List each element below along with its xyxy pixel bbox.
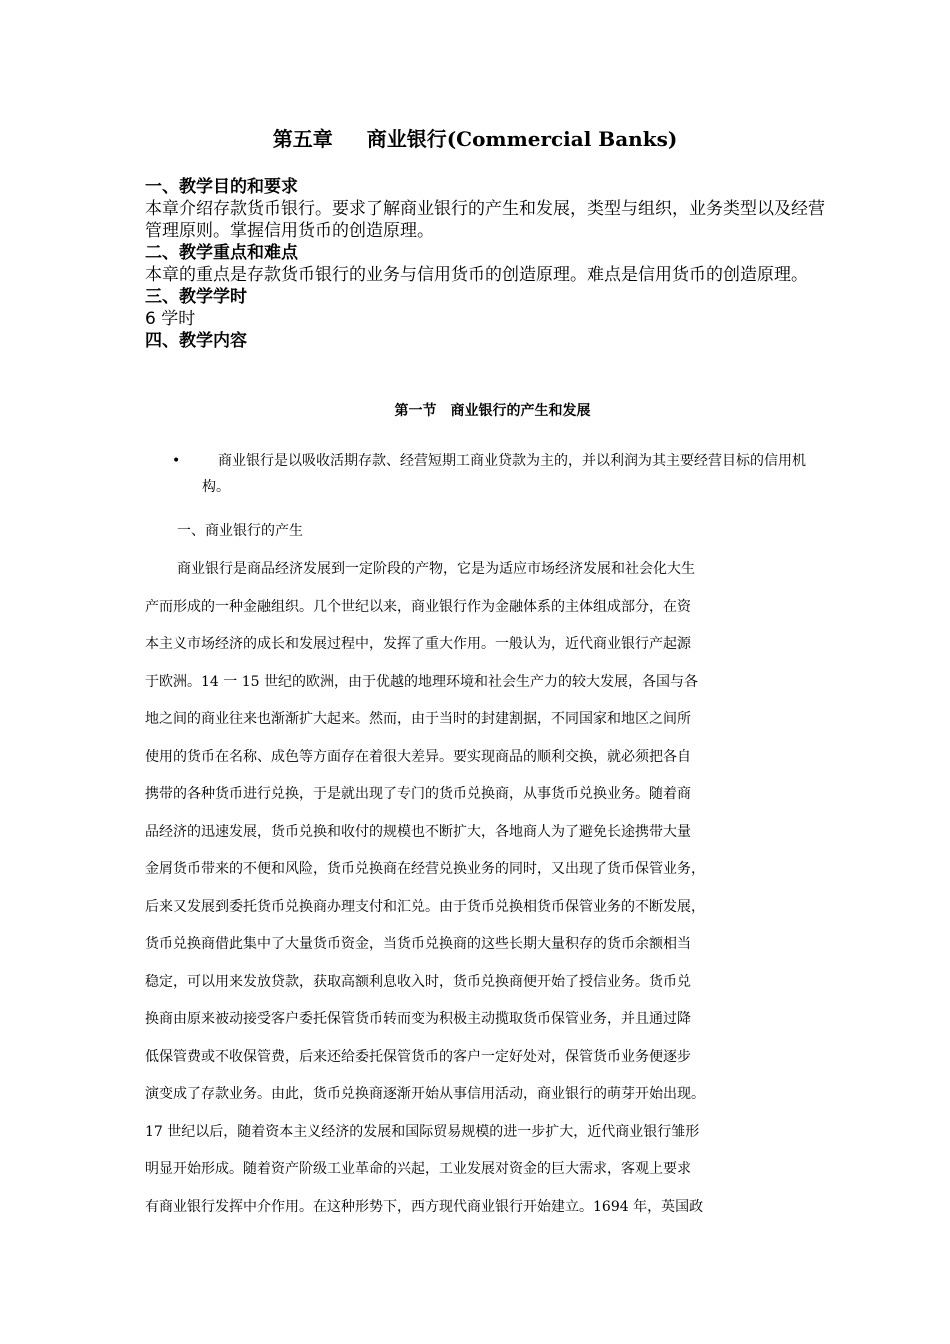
bullet-icon: • bbox=[172, 453, 181, 469]
body-line: 换商由原来被动接受客户委托保管货币转而变为积极主动揽取货币保管业务，并且通过降 bbox=[145, 1011, 691, 1027]
chapter-number: 第五章 bbox=[272, 127, 333, 151]
body-line: 后来又发展到委托货币兑换商办理支付和汇兑。由于货币兑换相货币保管业务的不断发展， bbox=[145, 898, 705, 915]
body-line: 稳定，可以用来发放贷款，获取高额利息收入时，货币兑换商便开始了授信业务。货币兑 bbox=[145, 973, 691, 990]
outline-text-focus: 本章的重点是存款货币银行的业务与信用货币的创造原理。难点是信用货币的创造原理。 bbox=[145, 265, 808, 285]
body-line: 本主义市场经济的成长和发展过程中，发挥了重大作用。一般认为，近代商业银行产起源 bbox=[145, 636, 691, 652]
body-line: 明显开始形成。随着资产阶级工业革命的兴起，工业发展对资金的巨大需求，客观上要求 bbox=[145, 1161, 691, 1177]
outline-heading-content: 四、教学内容 bbox=[145, 331, 247, 351]
body-line: 携带的各种货币进行兑换，于是就出现了专门的货币兑换商，从事货币兑换业务。随着商 bbox=[145, 786, 691, 802]
body-line: 产而形成的一种金融组织。几个世纪以来，商业银行作为金融体系的主体组成部分，在资 bbox=[145, 598, 691, 615]
outline-text-hours: 6 学时 bbox=[145, 309, 196, 329]
outline-heading-objectives: 一、教学目的和要求 bbox=[145, 177, 298, 197]
body-line: 有商业银行发挥中介作用。在这种形势下，西方现代商业银行开始建立。1694 年，英国政 bbox=[145, 1198, 704, 1215]
definition-bullet bbox=[172, 448, 812, 500]
body-line: 货币兑换商借此集中了大量货币资金，当货币兑换商的这些长期大量积存的货币余额相当 bbox=[145, 936, 691, 952]
outline-text-objectives: 本章介绍存款货币银行。要求了解商业银行的产生和发展，类型与组织，业务类型以及经营管理原则。掌握信用货币的创造原理。 bbox=[145, 199, 825, 241]
body-line: 演变成了存款业务。由此，货币兑换商逐渐开始从事信用活动，商业银行的萌芽开始出现。 bbox=[145, 1086, 705, 1102]
outline-heading-hours: 三、教学学时 bbox=[145, 287, 247, 307]
body-paragraph bbox=[145, 551, 815, 1226]
body-line: 地之间的商业往来也渐渐扩大起来。然而，由于当时的封建割据，不同国家和地区之间所 bbox=[145, 711, 691, 727]
chapter-title bbox=[0, 124, 950, 154]
body-line: 17 世纪以后，随着资本主义经济的发展和国际贸易规模的进一步扩大，近代商业银行雏形 bbox=[145, 1123, 700, 1140]
chapter-name: 商业银行(Commercial Banks) bbox=[366, 127, 678, 151]
body-line: 品经济的迅速发展，货币兑换和收付的规模也不断扩大，各地商人为了避免长途携带大量 bbox=[145, 823, 691, 840]
body-line: 金屑货币带来的不便和风险，货币兑换商在经营兑换业务的同时，又出现了货币保管业务， bbox=[145, 861, 705, 877]
teaching-outline bbox=[145, 176, 825, 352]
bullet-text: 商业银行是以吸收活期存款、经营短期工商业贷款为主的，并以利润为其主要经营目标的信用机构。 bbox=[202, 453, 806, 495]
section-title bbox=[0, 400, 950, 422]
body-line: 于欧洲。14 一 15 世纪的欧洲，由于优越的地理环境和社会生产力的较大发展，各国与各 bbox=[145, 673, 698, 690]
body-line: 商业银行是商品经济发展到一定阶段的产物，它是为适应市场经济发展和社会化大生 bbox=[177, 561, 695, 577]
section-number: 第一节 bbox=[394, 403, 437, 419]
body-line: 低保管费或不收保管费，后来还给委托保管货币的客户一定好处对，保管货币业务便逐步 bbox=[145, 1048, 691, 1065]
body-line: 使用的货币在名称、成色等方面存在着很大差异。要实现商品的顺利交换，就必须把各自 bbox=[145, 748, 691, 765]
section-name: 商业银行的产生和发展 bbox=[450, 403, 591, 419]
outline-heading-focus: 二、教学重点和难点 bbox=[145, 243, 298, 263]
subheading: 一、商业银行的产生 bbox=[177, 523, 303, 539]
